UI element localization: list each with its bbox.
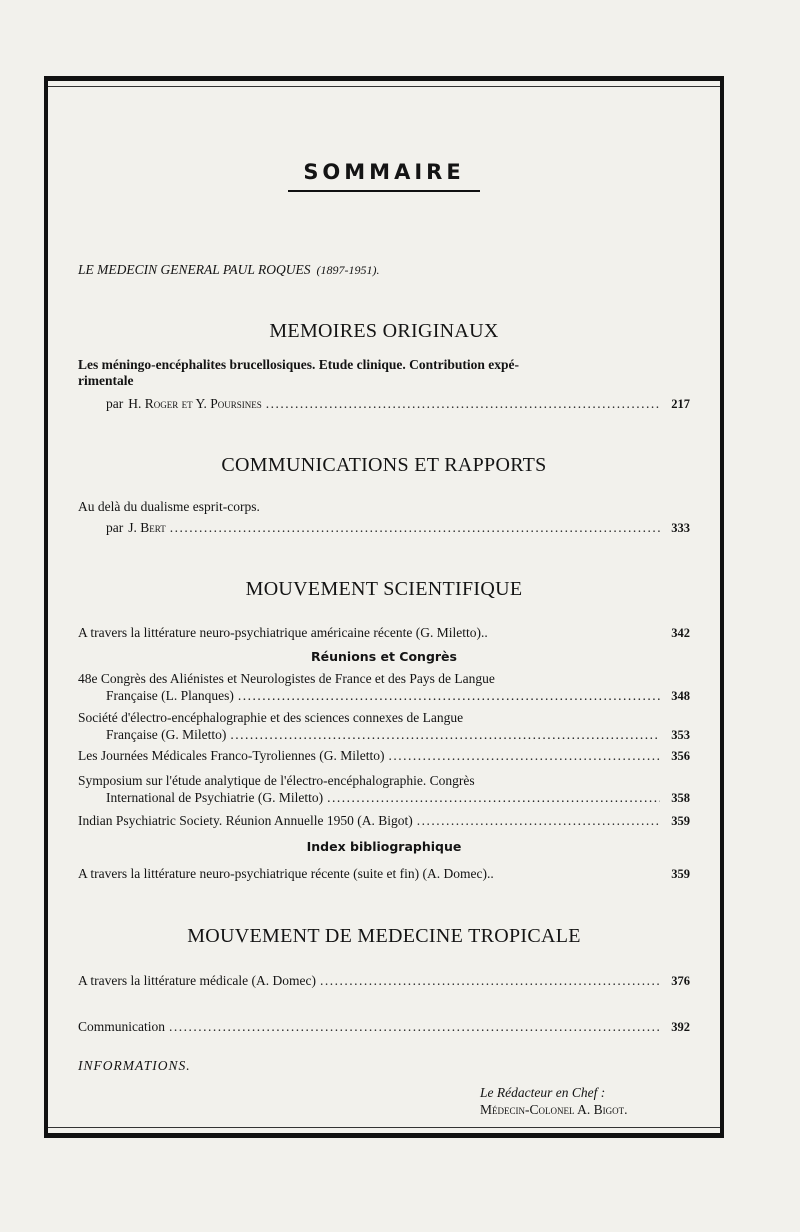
subheading-index: Index bibliographique bbox=[306, 839, 462, 854]
subheading-reunions: Réunions et Congrès bbox=[311, 649, 457, 664]
scientifique-entry-3 bbox=[78, 709, 690, 744]
communications-title-text: Au delà du dualisme esprit-corps. bbox=[78, 499, 260, 514]
memoires-page: 217 bbox=[671, 397, 690, 411]
entry-page: 353 bbox=[671, 728, 690, 742]
entry-text: A travers la littérature neuro-psychiatrique américaine récente (G. Miletto).. bbox=[78, 625, 488, 640]
entry-line1: 48e Congrès des Aliénistes et Neurologistes de France et des Pays de Langue bbox=[78, 671, 495, 686]
entry-text: Les Journées Médicales Franco-Tyroliennes (G. Miletto) bbox=[78, 748, 385, 763]
memoires-authors: H. Roger et Y. Poursines bbox=[128, 396, 262, 411]
informations-text: INFORMATIONS. bbox=[78, 1058, 191, 1073]
entry-page: 342 bbox=[671, 626, 690, 640]
entry-line2 bbox=[78, 726, 690, 744]
leader-dots bbox=[238, 687, 660, 704]
signature-block bbox=[480, 1084, 740, 1118]
leader-dots bbox=[388, 748, 660, 764]
signature-role: Le Rédacteur en Chef : bbox=[480, 1085, 606, 1100]
scientifique-entry-5 bbox=[78, 772, 690, 807]
entry-text: Communication bbox=[78, 1019, 165, 1034]
entry-text: Indian Psychiatric Society. Réunion Annuelle 1950 (A. Bigot) bbox=[78, 813, 413, 828]
scientifique-entry-4 bbox=[78, 748, 690, 764]
entry-page: 356 bbox=[671, 749, 690, 763]
signature-name: Médecin-Colonel A. Bigot. bbox=[480, 1102, 628, 1117]
communication-entry bbox=[78, 1019, 690, 1035]
section-heading-tropicale: MOUVEMENT DE MEDECINE TROPICALE bbox=[187, 925, 581, 947]
page-title: SOMMAIRE bbox=[303, 160, 465, 184]
entry-text: A travers la littérature neuro-psychiatrique récente (suite et fin) (A. Domec).. bbox=[78, 866, 494, 881]
communications-authors: J. Bert bbox=[128, 520, 166, 535]
leader-dots bbox=[170, 520, 660, 536]
entry-page: 376 bbox=[671, 974, 690, 988]
scientifique-entry-2 bbox=[78, 670, 690, 705]
entry-text: Française (G. Miletto) bbox=[106, 727, 227, 742]
communications-entry-byline bbox=[106, 520, 690, 536]
scientifique-entry-7 bbox=[78, 866, 690, 882]
section-heading-memoires: MEMOIRES ORIGINAUX bbox=[269, 320, 499, 342]
memoires-title-line1: Les méningo-encéphalites brucellosiques. Etude clinique. Contribution expé- bbox=[78, 357, 520, 372]
entry-line1: Symposium sur l'étude analytique de l'électro-encéphalographie. Congrès bbox=[78, 773, 475, 788]
section-heading-scientifique: MOUVEMENT SCIENTIFIQUE bbox=[245, 578, 523, 600]
memoires-entry-byline bbox=[106, 396, 690, 412]
leader-dots bbox=[230, 726, 660, 743]
tribute-dates: (1897-1951). bbox=[316, 263, 380, 277]
by-label: par bbox=[106, 396, 124, 411]
by-label: par bbox=[106, 520, 124, 535]
frame-top-rule bbox=[48, 86, 720, 87]
entry-line2 bbox=[78, 789, 690, 807]
memoires-entry-title bbox=[78, 357, 690, 389]
scientifique-entry-1 bbox=[78, 625, 690, 641]
entry-page: 348 bbox=[671, 689, 690, 703]
entry-line2 bbox=[78, 687, 690, 705]
leader-dots bbox=[320, 973, 660, 989]
entry-text: International de Psychiatrie (G. Miletto) bbox=[106, 790, 324, 805]
entry-text: A travers la littérature médicale (A. Domec) bbox=[78, 973, 317, 988]
tribute-name: LE MEDECIN GENERAL PAUL ROQUES bbox=[78, 262, 311, 277]
entry-text: Française (L. Planques) bbox=[106, 688, 234, 703]
leader-dots bbox=[327, 789, 660, 806]
communications-entry-title bbox=[78, 499, 690, 515]
title-underline bbox=[288, 190, 480, 192]
entry-page: 358 bbox=[671, 791, 690, 805]
entry-page: 359 bbox=[671, 814, 690, 828]
informations-line bbox=[78, 1058, 690, 1074]
memoires-title-line2: rimentale bbox=[78, 373, 134, 388]
entry-line1: Société d'électro-encéphalographie et des sciences connexes de Langue bbox=[78, 710, 464, 725]
leader-dots bbox=[169, 1019, 660, 1035]
entry-page: 359 bbox=[671, 867, 690, 881]
frame-bottom-rule bbox=[48, 1127, 720, 1128]
tribute-line bbox=[78, 262, 690, 278]
communications-page: 333 bbox=[671, 521, 690, 535]
section-heading-communications: COMMUNICATIONS ET RAPPORTS bbox=[221, 454, 547, 476]
leader-dots bbox=[417, 813, 660, 829]
tropicale-entry-1 bbox=[78, 973, 690, 989]
leader-dots bbox=[266, 396, 660, 412]
entry-page: 392 bbox=[671, 1020, 690, 1034]
scientifique-entry-6 bbox=[78, 813, 690, 829]
